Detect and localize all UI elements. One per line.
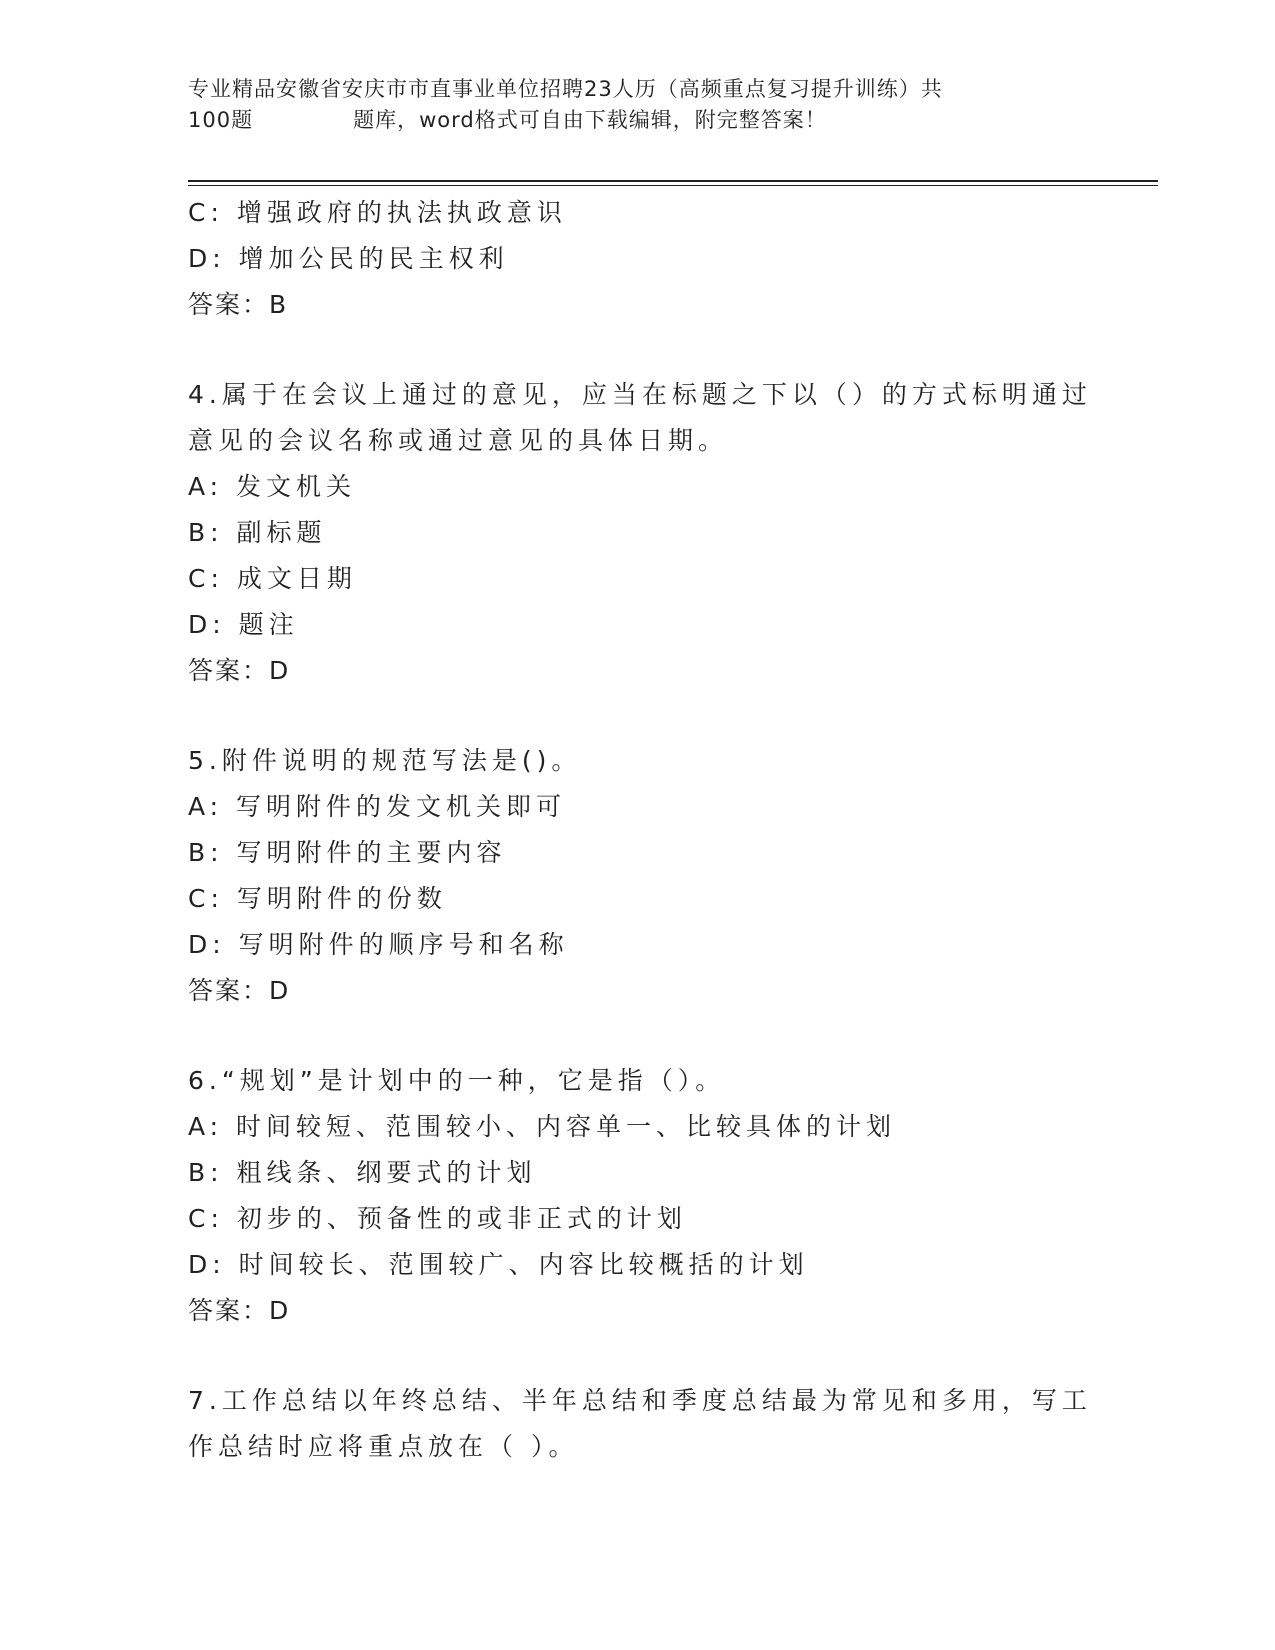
question-block-6 <box>188 1058 1088 1334</box>
answer-line: 答案：D <box>188 656 291 685</box>
answer-line: 答案：D <box>188 976 291 1005</box>
document-header <box>188 74 1088 136</box>
header-rule-thin <box>188 185 1158 186</box>
question-block-4 <box>188 372 1092 694</box>
question-block-5 <box>188 738 1088 1014</box>
option-line: A: 写明附件的发文机关即可 <box>188 792 567 821</box>
option-line: A: 时间较短、范围较小、内容单一、比较具体的计划 <box>188 1112 897 1141</box>
option-line: B: 粗线条、纲要式的计划 <box>188 1158 537 1187</box>
header-line-2-count: 100题 <box>188 108 254 132</box>
option-line: D: 题注 <box>188 610 299 639</box>
answer-line: 答案：B <box>188 290 289 319</box>
header-line-2 <box>188 105 1088 136</box>
option-line: C: 成文日期 <box>188 564 357 593</box>
option-line: C: 初步的、预备性的或非正式的计划 <box>188 1204 687 1233</box>
question-content <box>188 190 1092 1470</box>
question-stem: 5.附件说明的规范写法是()。 <box>188 746 582 775</box>
question-stem: 作总结时应将重点放在（ ）。 <box>188 1432 579 1461</box>
question-stem: 意见的会议名称或通过意见的具体日期。 <box>188 426 729 455</box>
option-line: C: 增强政府的执法执政意识 <box>188 198 567 227</box>
header-line-1: 专业精品安徽省安庆市市直事业单位招聘23人历（高频重点复习提升训练）共 <box>188 77 943 101</box>
question-block-3 <box>188 190 1088 328</box>
option-line: D: 时间较长、范围较广、内容比较概括的计划 <box>188 1250 809 1279</box>
question-stem: 6.“规划”是计划中的一种，它是指（）。 <box>188 1066 726 1095</box>
question-block-7 <box>188 1378 1092 1470</box>
option-line: B: 副标题 <box>188 518 327 547</box>
header-line-2-text: 题库，word格式可自由下载编辑，附完整答案！ <box>353 108 827 132</box>
question-stem: 7.工作总结以年终总结、半年总结和季度总结最为常见和多用，写工 <box>188 1386 1092 1415</box>
option-line: C: 写明附件的份数 <box>188 884 447 913</box>
option-line: D: 增加公民的民主权利 <box>188 244 509 273</box>
question-stem: 4.属于在会议上通过的意见，应当在标题之下以（）的方式标明通过 <box>188 380 1092 409</box>
option-line: D: 写明附件的顺序号和名称 <box>188 930 569 959</box>
option-line: B: 写明附件的主要内容 <box>188 838 507 867</box>
option-line: A: 发文机关 <box>188 472 357 501</box>
answer-line: 答案：D <box>188 1296 291 1325</box>
header-rule-thick <box>188 180 1158 182</box>
